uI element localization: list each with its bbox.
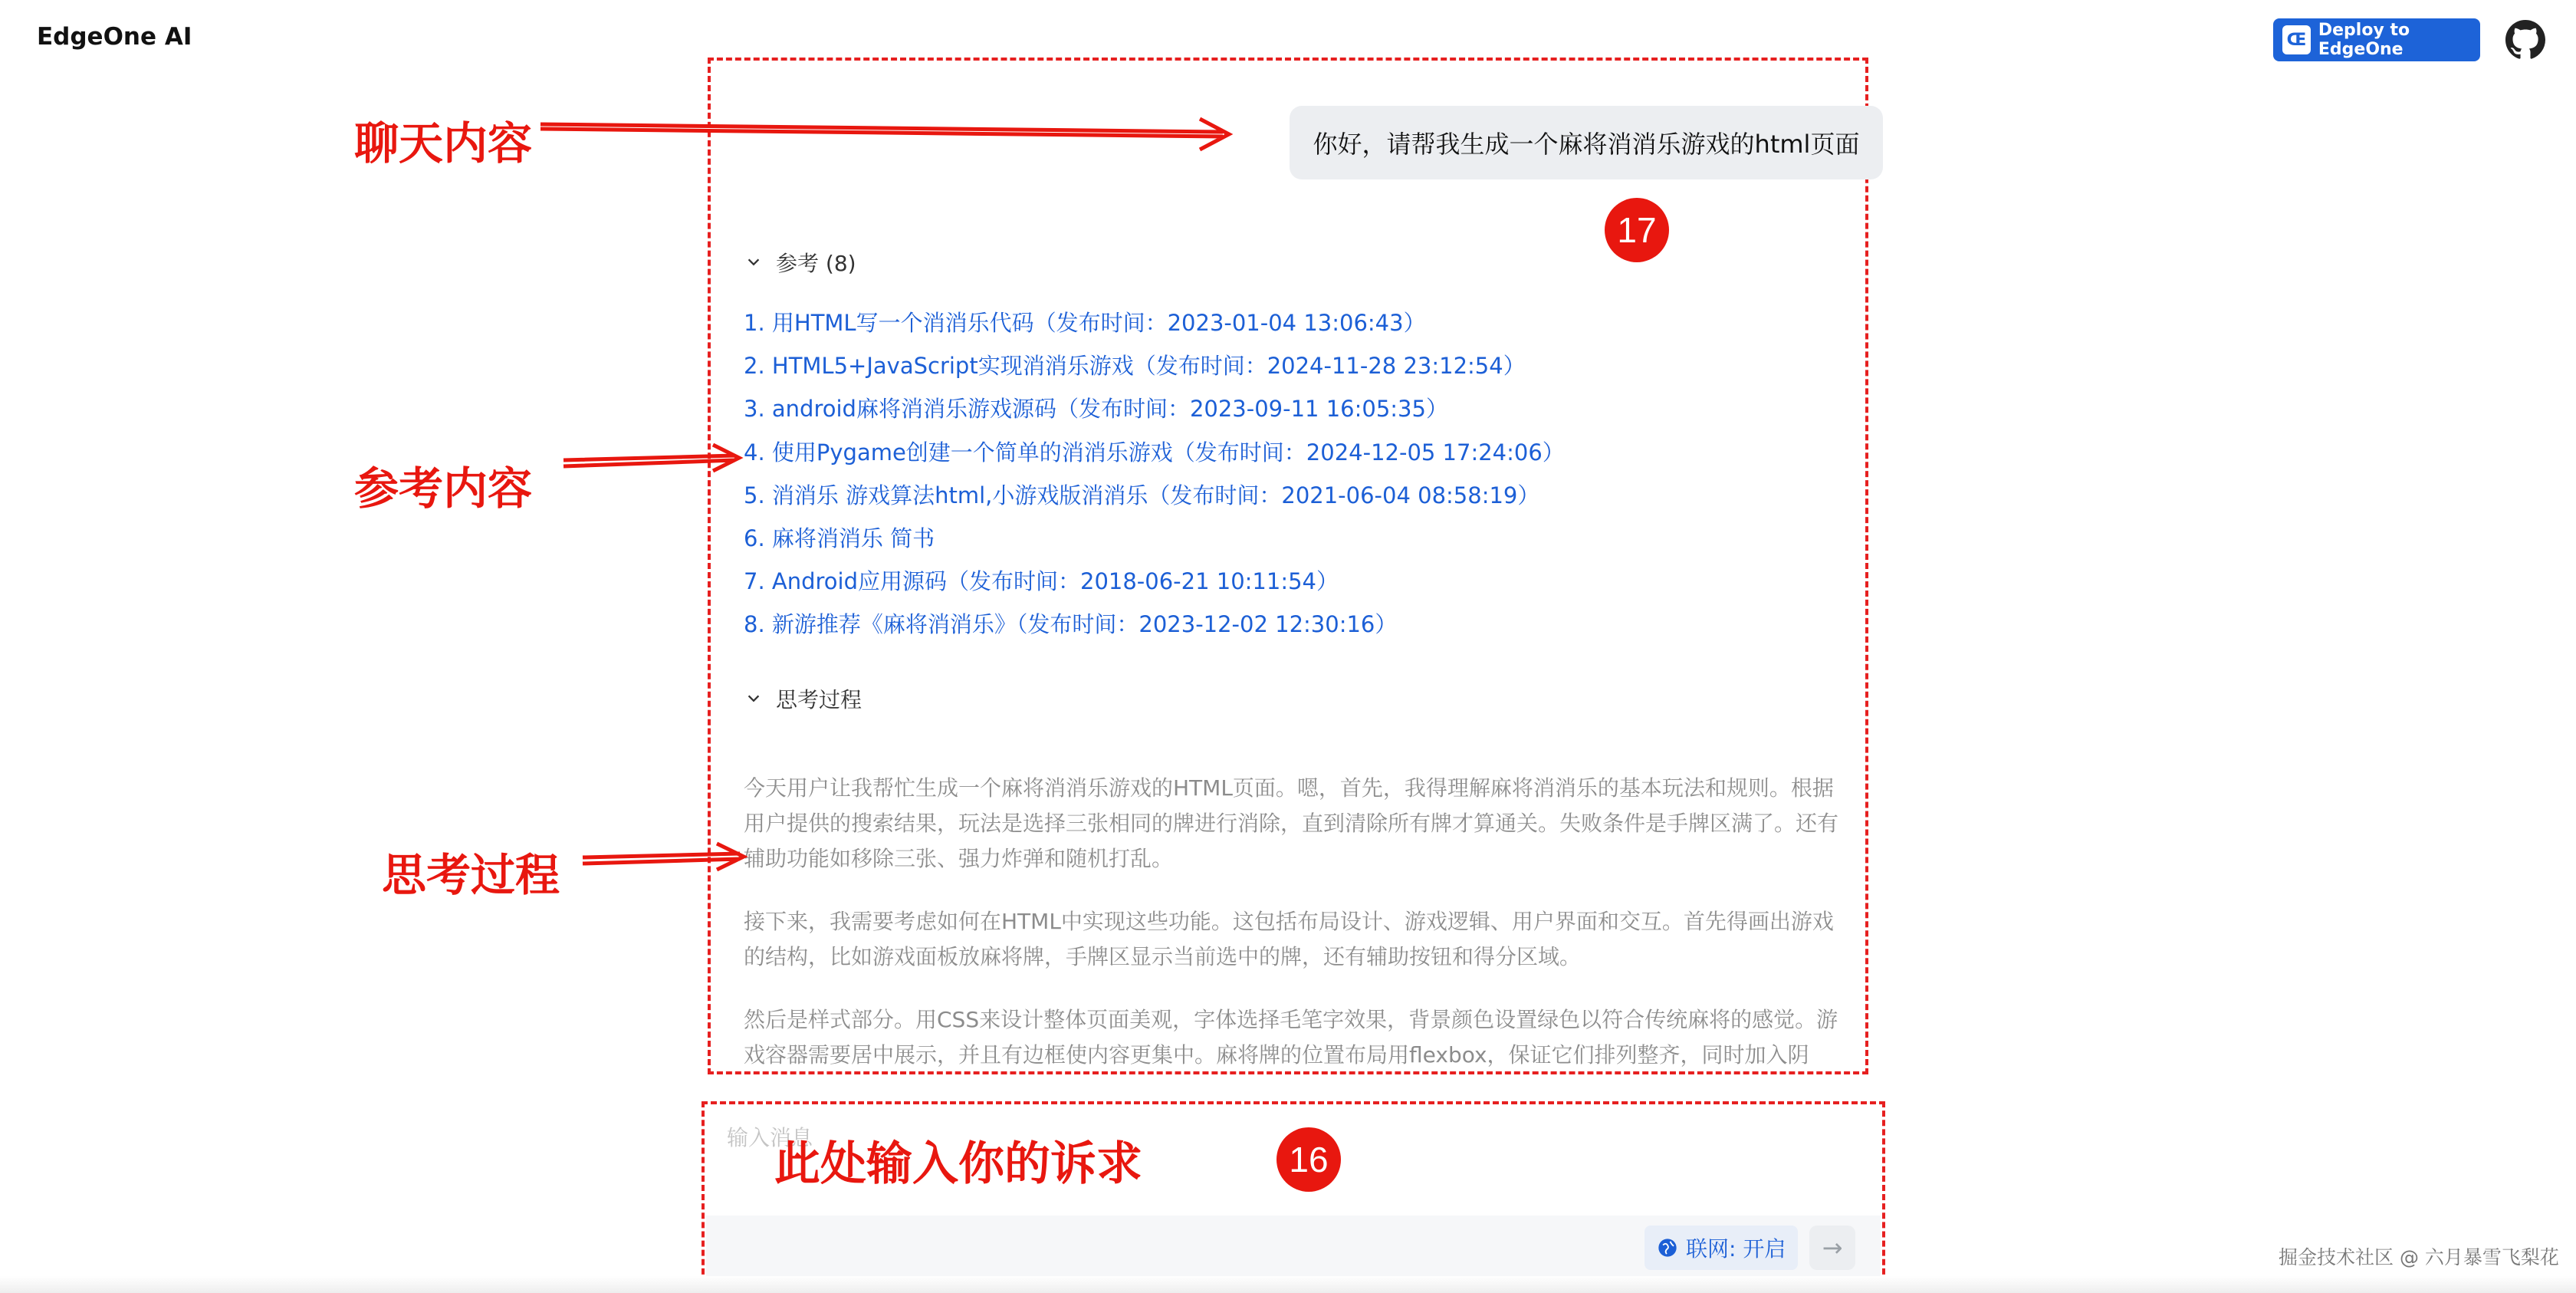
message-input[interactable]: 输入消息 xyxy=(727,1125,813,1150)
reference-link[interactable]: 7. Android应用源码（发布时间：2018-06-21 10:11:54） xyxy=(744,568,1339,595)
reference-list xyxy=(744,305,1565,650)
reference-link[interactable]: 5. 消消乐 游戏算法html,小游戏版消消乐（发布时间：2021-06-04 08:58:19） xyxy=(744,482,1540,508)
annotation-input-hint: 此处输入你的诉求 xyxy=(774,1137,1142,1191)
chevron-down-icon xyxy=(745,254,762,271)
network-toggle-label: 联网: 开启 xyxy=(1686,1236,1786,1262)
reference-link[interactable]: 3. android麻将消消乐游戏源码（发布时间：2023-09-11 16:05:35） xyxy=(744,396,1448,423)
references-label: 参考 (8) xyxy=(776,251,856,276)
bottom-edge xyxy=(0,1276,2576,1293)
watermark: 掘金技术社区 @ 六月暴雪飞梨花 xyxy=(2279,1246,2559,1268)
deploy-button-label: Deploy to EdgeOne xyxy=(2318,21,2410,59)
reference-link[interactable]: 1. 用HTML写一个消消乐代码（发布时间：2023-01-04 13:06:43） xyxy=(744,310,1426,336)
app-title: EdgeOne AI xyxy=(37,23,192,51)
user-message-bubble: 你好，请帮我生成一个麻将消消乐游戏的html页面 xyxy=(1290,106,1883,179)
thinking-content xyxy=(744,771,1848,1070)
network-toggle-button[interactable] xyxy=(1644,1226,1798,1270)
annotation-reference-content: 参考内容 xyxy=(354,462,533,515)
deploy-to-edgeone-button[interactable] xyxy=(2273,18,2480,61)
annotation-chat-content: 聊天内容 xyxy=(354,117,533,169)
reference-link[interactable]: 4. 使用Pygame创建一个简单的消消乐游戏（发布时间：2024-12-05 17:24:06） xyxy=(744,439,1565,466)
thinking-paragraph: 今天用户让我帮忙生成一个麻将消消乐游戏的HTML页面。嗯，首先，我得理解麻将消消乐的基本玩法和规则。根据用户提供的搜索结果，玩法是选择三张相同的牌进行消除，直到清除所有牌才算通关。失败条件是手牌区满了。还有辅助功能如移除三张、强力炸弹和随机打乱。 xyxy=(744,775,1839,871)
edgeone-logo-icon: Œ xyxy=(2282,25,2311,54)
reference-link[interactable]: 8. 新游推荐《麻将消消乐》（发布时间：2023-12-02 12:30:16） xyxy=(744,611,1398,638)
chevron-down-icon xyxy=(745,690,762,707)
thinking-label: 思考过程 xyxy=(776,687,863,712)
annotation-badge-input: 16 xyxy=(1276,1127,1341,1192)
annotation-badge-chat: 17 xyxy=(1605,198,1669,262)
references-toggle[interactable] xyxy=(745,247,856,278)
reference-link[interactable]: 2. HTML5+JavaScript实现消消乐游戏（发布时间：2024-11-28 23:12:54） xyxy=(744,353,1526,380)
github-icon[interactable] xyxy=(2505,20,2545,60)
arrow-right-icon: → xyxy=(1822,1233,1843,1262)
globe-icon xyxy=(1657,1237,1678,1258)
thinking-paragraph: 接下来，我需要考虑如何在HTML中实现这些功能。这包括布局设计、游戏逻辑、用户界面和交互。首先得画出游戏的结构，比如游戏面板放麻将牌，手牌区显示当前选中的牌，还有辅助按钮和得分区域。 xyxy=(744,909,1834,969)
reference-link[interactable]: 6. 麻将消消乐 简书 xyxy=(744,525,935,551)
thinking-toggle[interactable] xyxy=(745,683,862,714)
thinking-paragraph: 然后是样式部分。用CSS来设计整体页面美观，字体选择毛笔字效果，背景颜色设置绿色以符合传统麻将的感觉。游戏容器需要居中展示，并且有边框使内容更集中。麻将牌的位置布局用flexbox，保证它们排列整齐，同时加入阴 xyxy=(744,1007,1838,1068)
annotation-thinking-process: 思考过程 xyxy=(382,849,560,901)
send-button[interactable] xyxy=(1809,1226,1855,1270)
